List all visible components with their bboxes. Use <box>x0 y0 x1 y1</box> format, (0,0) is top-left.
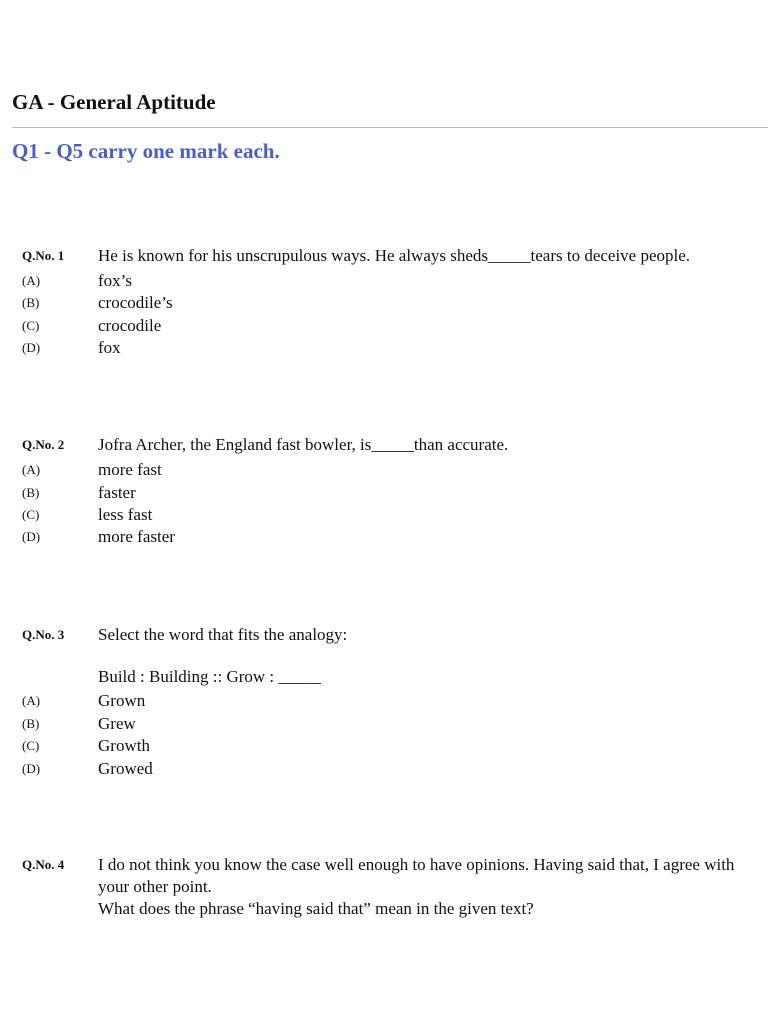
question-text: He is known for his unscrupulous ways. He always sheds_____tears to deceive people. <box>98 246 691 265</box>
option-d[interactable] <box>0 337 768 359</box>
option-label: (D) <box>22 761 41 776</box>
option-a[interactable] <box>0 690 768 712</box>
option-b[interactable] <box>0 482 768 504</box>
option-c[interactable] <box>0 315 768 337</box>
option-label: (A) <box>22 693 41 708</box>
option-text: faster <box>98 483 136 502</box>
question-text: I do not think you know the case well enough to have opinions. Having said that, I agree with your other point. <box>98 855 735 896</box>
option-c[interactable] <box>0 735 768 757</box>
option-label: (B) <box>22 295 40 310</box>
option-label: (C) <box>22 318 40 333</box>
option-b[interactable] <box>0 292 768 314</box>
question-number: Q.No. 3 <box>22 627 65 642</box>
option-text: Growed <box>98 759 153 778</box>
option-c[interactable] <box>0 504 768 526</box>
option-a[interactable] <box>0 459 768 481</box>
question-number: Q.No. 4 <box>22 857 65 872</box>
question-1 <box>0 245 768 357</box>
option-text: Growth <box>98 736 150 755</box>
analogy-text: Build : Building :: Grow : _____ <box>98 667 321 686</box>
option-a[interactable] <box>0 270 768 292</box>
option-text: Grown <box>98 691 146 710</box>
question-number: Q.No. 1 <box>22 248 65 263</box>
option-label: (A) <box>22 273 41 288</box>
option-text: fox <box>98 338 121 357</box>
option-text: less fast <box>98 505 153 524</box>
option-text: more fast <box>98 460 162 479</box>
option-b[interactable] <box>0 713 768 735</box>
option-d[interactable] <box>0 758 768 780</box>
option-text: Grew <box>98 714 136 733</box>
question-3 <box>0 624 768 778</box>
question-2 <box>0 434 768 546</box>
marks-note: Q1 - Q5 carry one mark each. <box>12 139 280 163</box>
option-text: fox’s <box>98 271 132 290</box>
option-label: (D) <box>22 340 41 355</box>
question-subtext: What does the phrase “having said that” mean in the given text? <box>98 899 534 918</box>
option-text: crocodile <box>98 316 162 335</box>
option-label: (B) <box>22 485 40 500</box>
section-title: GA - General Aptitude <box>12 90 216 114</box>
option-text: more faster <box>98 527 175 546</box>
option-d[interactable] <box>0 526 768 548</box>
option-label: (C) <box>22 738 40 753</box>
question-text: Jofra Archer, the England fast bowler, is_____than accurate. <box>98 435 509 454</box>
header-divider <box>12 127 768 128</box>
option-label: (A) <box>22 462 41 477</box>
question-text: Select the word that fits the analogy: <box>98 625 348 644</box>
option-label: (D) <box>22 529 41 544</box>
question-4 <box>0 854 768 918</box>
option-text: crocodile’s <box>98 293 173 312</box>
option-label: (B) <box>22 716 40 731</box>
option-label: (C) <box>22 507 40 522</box>
question-number: Q.No. 2 <box>22 437 65 452</box>
